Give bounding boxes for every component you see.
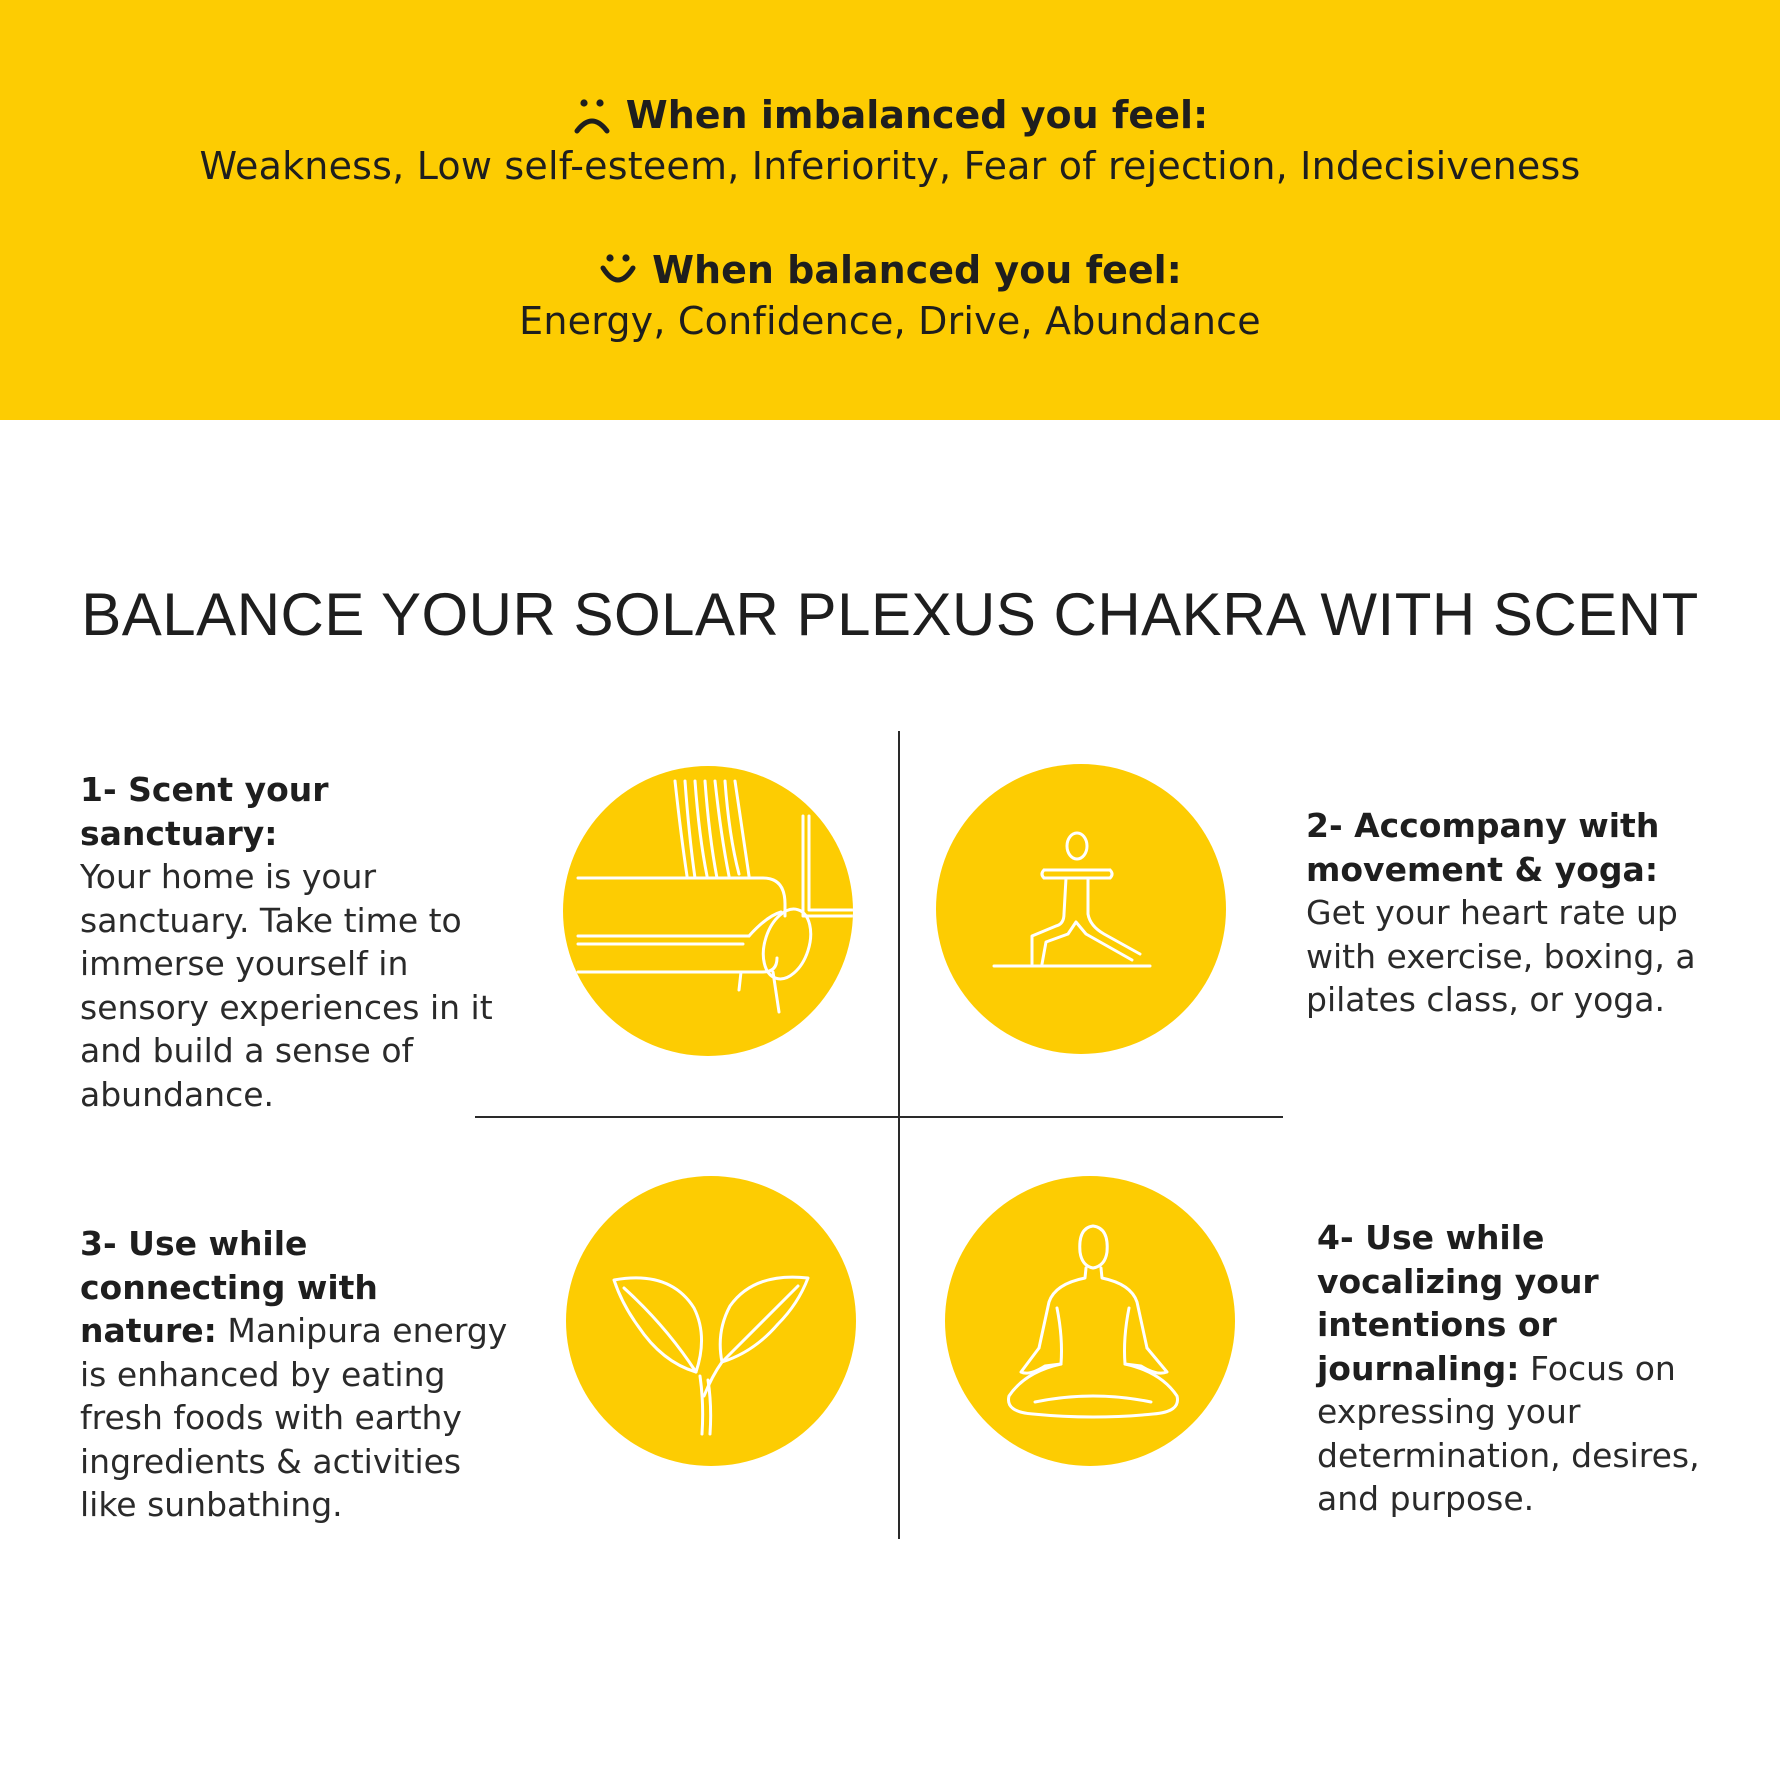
step-3-text: Manipura energy is enhanced by eating fresh foods with earthy ingredients & activities like sunbathing.: [80, 1311, 508, 1524]
imbalanced-section: [0, 92, 1780, 190]
yoga-warrior-pose-icon: [936, 764, 1226, 1054]
feelings-banner: [0, 0, 1780, 420]
step-4-circle: [945, 1176, 1235, 1466]
balanced-heading: When balanced you feel:: [652, 248, 1182, 292]
step-3: [80, 1222, 510, 1527]
step-2-text: Get your heart rate up with exercise, boxing, a pilates class, or yoga.: [1306, 893, 1696, 1019]
step-1-circle: [563, 766, 853, 1056]
step-4: [1317, 1216, 1737, 1521]
step-2-circle: [936, 764, 1226, 1054]
step-3-circle: [566, 1176, 856, 1466]
horizontal-divider: [475, 1116, 1283, 1118]
step-1-heading: 1- Scent your sanctuary:: [80, 770, 329, 853]
sofa-icon: [563, 766, 853, 1056]
meditation-pose-icon: [945, 1176, 1235, 1466]
step-3-heading: 3- Use while connecting with nature:: [80, 1224, 378, 1350]
sad-face-icon: [572, 95, 612, 135]
balanced-feelings: Energy, Confidence, Drive, Abundance: [519, 299, 1261, 343]
step-2-heading: 2- Accompany with movement & yoga:: [1306, 806, 1660, 889]
step-2: [1306, 804, 1726, 1022]
step-1-text: Your home is your sanctuary. Take time to immerse yourself in sensory experiences in it and build a sense of abundance.: [80, 857, 493, 1114]
step-4-text: Focus on expressing your determination, desires, and purpose.: [1317, 1348, 1700, 1518]
imbalanced-feelings: Weakness, Low self-esteem, Inferiority, Fear of rejection, Indecisiveness: [199, 144, 1581, 188]
sprout-leaves-icon: [566, 1176, 856, 1466]
imbalanced-heading-row: [0, 92, 1780, 138]
vertical-divider: [898, 731, 900, 1539]
balanced-heading-row: [0, 247, 1780, 293]
page-title: BALANCE YOUR SOLAR PLEXUS CHAKRA WITH SCENT: [81, 581, 1699, 648]
balanced-section: [0, 247, 1780, 345]
step-1: [80, 768, 510, 1116]
imbalanced-heading: When imbalanced you feel:: [625, 93, 1209, 137]
step-4-heading: 4- Use while vocalizing your intentions or journaling:: [1317, 1218, 1599, 1388]
smile-face-icon: [598, 250, 638, 290]
